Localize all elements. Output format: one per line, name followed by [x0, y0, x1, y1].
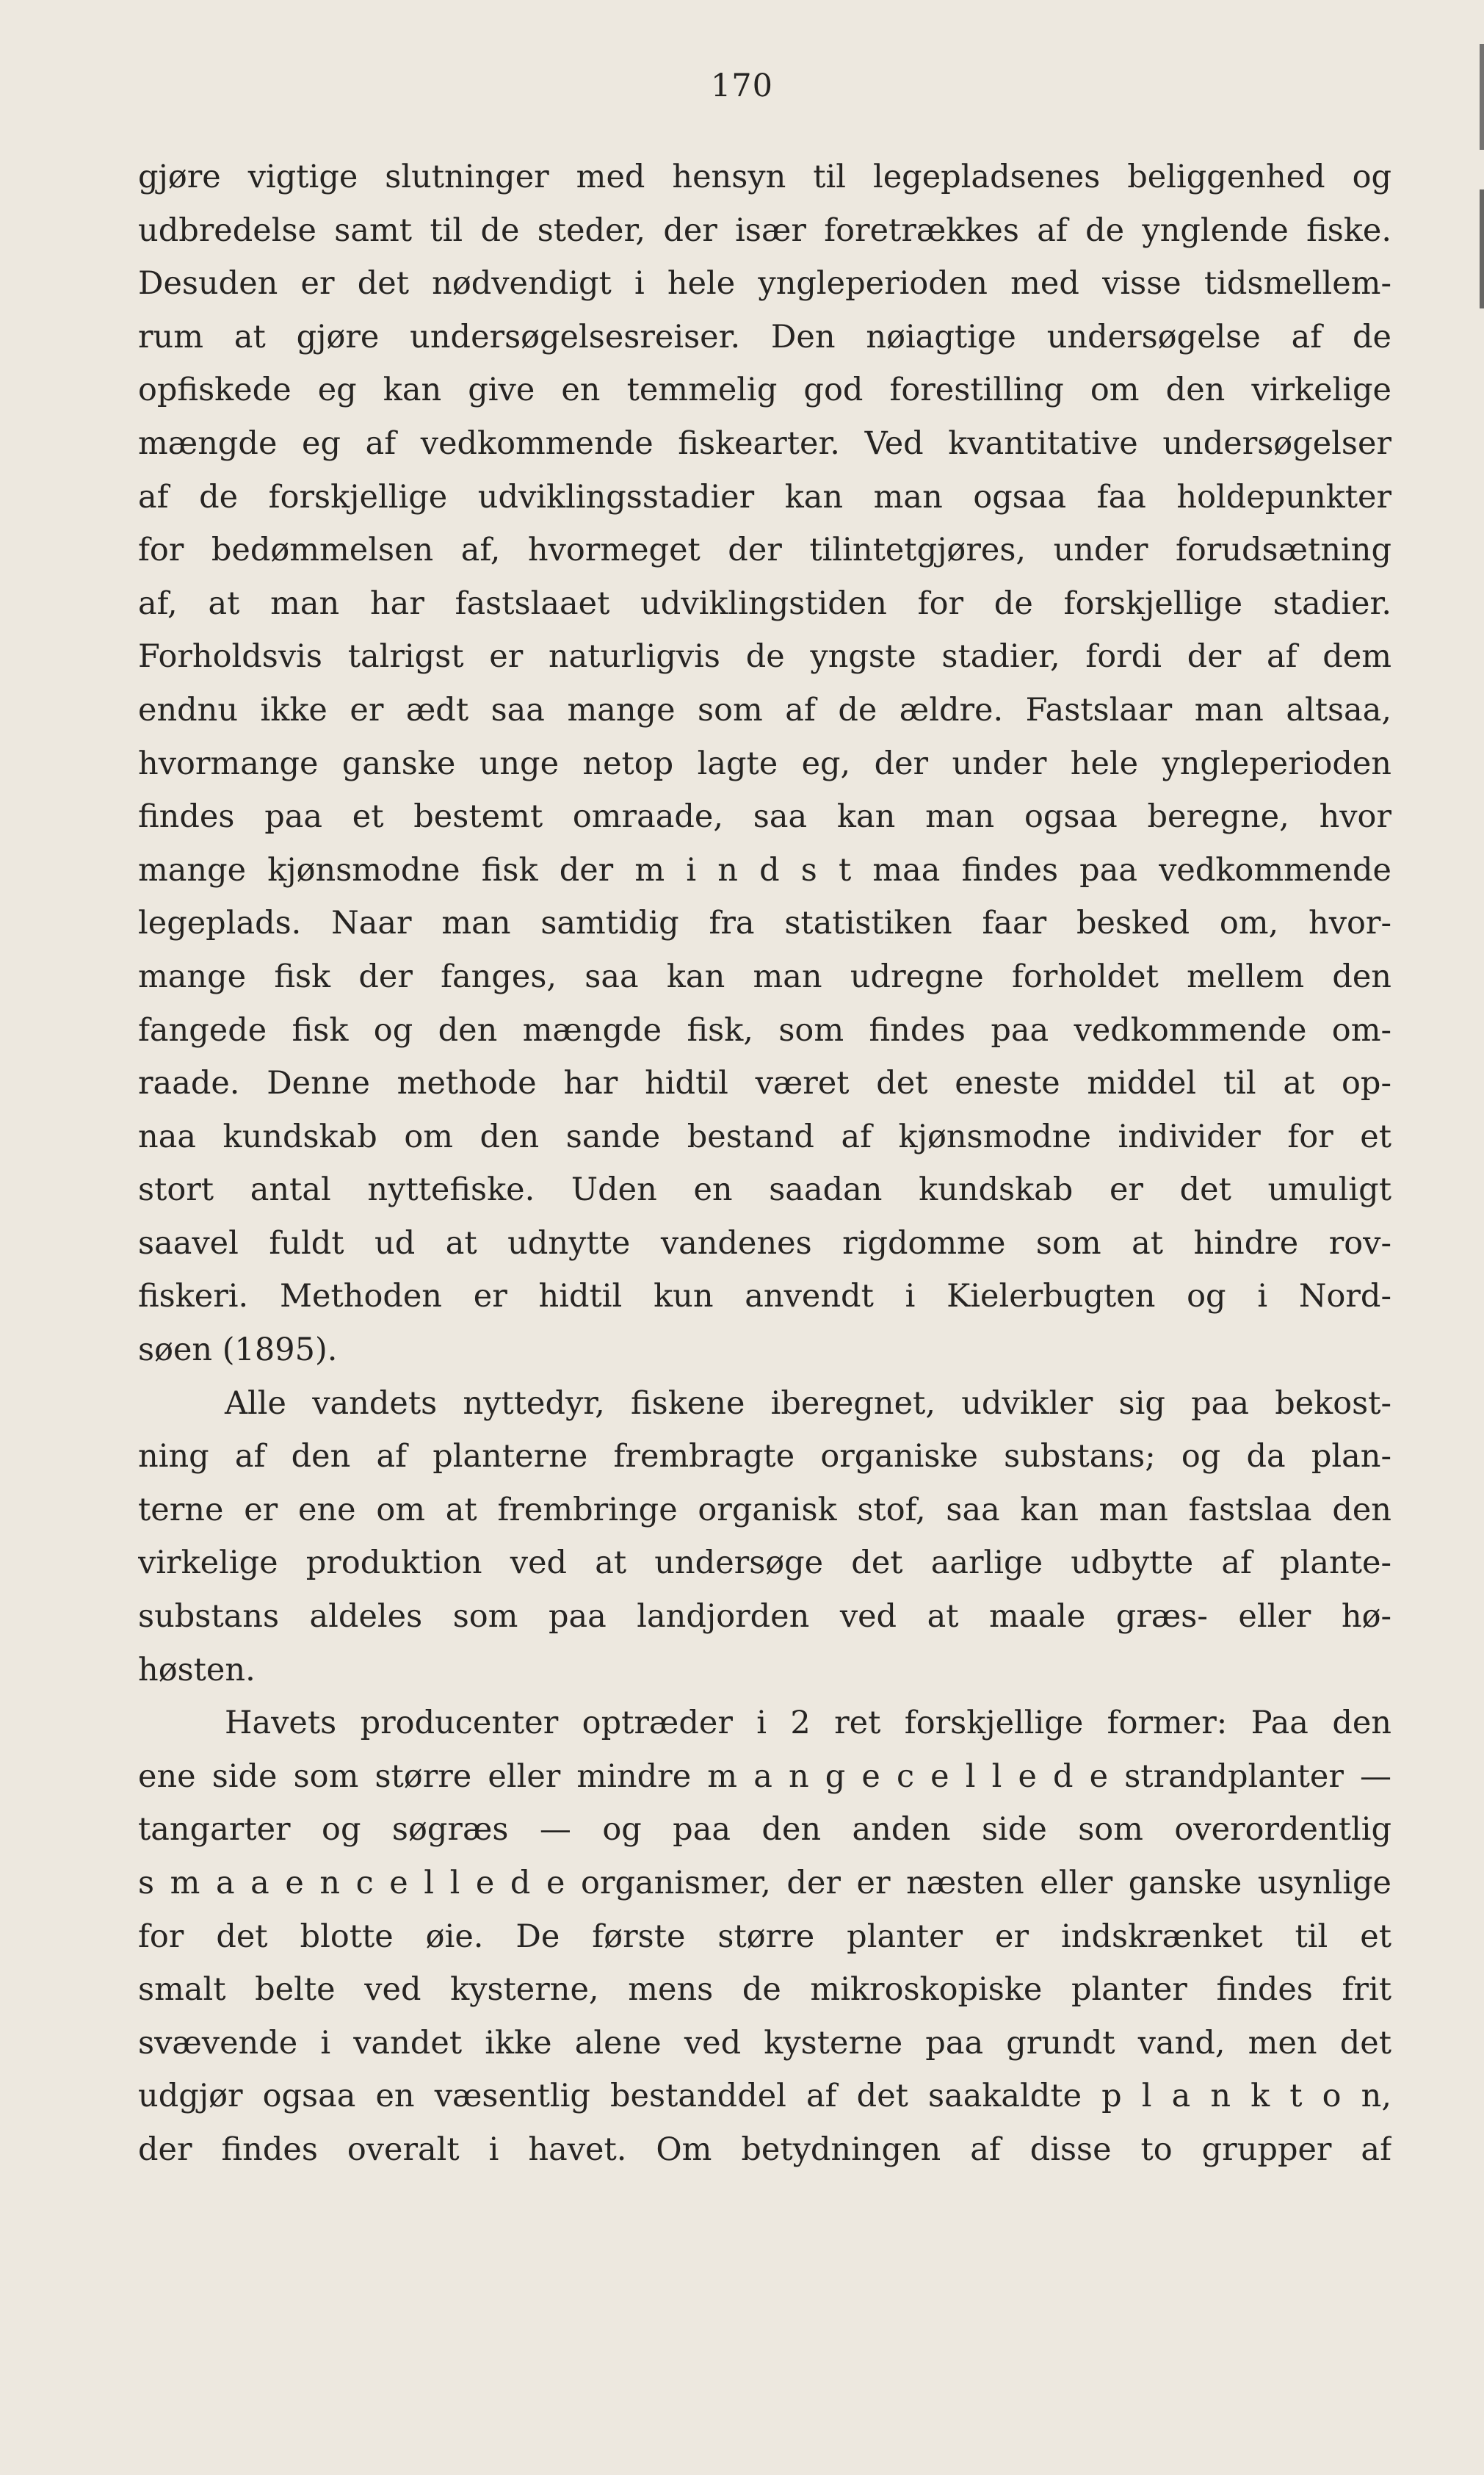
text-line: udbredelse samt til de steder, der især foretrækkes af de ynglende fiske.: [138, 212, 1391, 249]
text-line: legeplads. Naar man samtidig fra statistiken faar besked om, hvor-: [138, 905, 1391, 942]
paragraph-end-line: høsten.: [138, 1651, 256, 1688]
text-line: findes paa et bestemt omraade, saa kan man ogsaa beregne, hvor: [138, 798, 1391, 836]
text-line: saavel fuldt ud at udnytte vandenes rigdomme som at hindre rov-: [138, 1224, 1391, 1262]
text-line: terne er ene om at frembringe organisk stof, saa kan man fastslaa den: [138, 1491, 1391, 1528]
paragraph-start-line: Havets producenter optræder i 2 ret forskjellige former: Paa den: [225, 1705, 1391, 1742]
text-line: ene side som større eller mindre m a n g e c e l l e d e strandplanter —: [138, 1757, 1391, 1795]
text-line: mange fisk der fanges, saa kan man udregne forholdet mellem den: [138, 958, 1391, 995]
text-line: opfiskede eg kan give en temmelig god forestilling om den virkelige: [138, 372, 1391, 409]
text-line: mange kjønsmodne fisk der m i n d s t maa findes paa vedkommende: [138, 851, 1391, 889]
text-line: mængde eg af vedkommende fiskearter. Ved kvantitative undersøgelser: [138, 424, 1391, 462]
body-text: [138, 151, 1391, 2177]
text-line: hvormange ganske unge netop lagte eg, der under hele yngleperioden: [138, 745, 1391, 782]
page-number: 170: [710, 68, 774, 104]
text-line: Desuden er det nødvendigt i hele yngleperioden med visse tidsmellem-: [138, 265, 1391, 303]
text-line: der findes overalt i havet. Om betydningen af disse to grupper af: [138, 2131, 1391, 2168]
text-line: fangede fisk og den mængde fisk, som findes paa vedkommende om-: [138, 1011, 1391, 1049]
text-line: smalt belte ved kysterne, mens de mikroskopiske planter findes frit: [138, 1971, 1391, 2009]
paragraph-end-line: søen (1895).: [138, 1332, 338, 1369]
text-line: gjøre vigtige slutninger med hensyn til legepladsenes beliggenhed og: [138, 159, 1391, 195]
text-line: stort antal nyttefiske. Uden en saadan kundskab er det umuligt: [138, 1171, 1391, 1209]
text-line: raade. Denne methode har hidtil været det eneste middel til at op-: [138, 1065, 1391, 1102]
text-line: Forholdsvis talrigst er naturligvis de yngste stadier, fordi der af dem: [138, 638, 1391, 676]
text-line: virkelige produktion ved at undersøge det aarlige udbytte af plante-: [138, 1544, 1391, 1582]
text-line: udgjør ogsaa en væsentlig bestanddel af det saakaldte p l a n k t o n,: [138, 2078, 1391, 2115]
text-line: tangarter og søgræs — og paa den anden side som overordentlig: [138, 1811, 1391, 1849]
text-line: rum at gjøre undersøgelsesreiser. Den nøiagtige undersøgelse af de: [138, 318, 1391, 355]
text-line: endnu ikke er ædt saa mange som af de ældre. Fastslaar man altsaa,: [138, 691, 1391, 729]
text-line: s m a a e n c e l l e d e organismer, der er næsten eller ganske usynlige: [138, 1865, 1391, 1901]
text-line: fiskeri. Methoden er hidtil kun anvendt i Kielerbugten og i Nord-: [138, 1278, 1391, 1315]
text-line: naa kundskab om den sande bestand af kjønsmodne individer for et: [138, 1118, 1391, 1155]
text-line: svævende i vandet ikke alene ved kysterne paa grundt vand, men det: [138, 2024, 1391, 2062]
text-line: af de forskjellige udviklingsstadier kan man ogsaa faa holdepunkter: [138, 478, 1391, 516]
text-line: af, at man har fastslaaet udviklingstiden for de forskjellige stadier.: [138, 585, 1391, 622]
text-line: for det blotte øie. De første større planter er indskrænket til et: [138, 1918, 1391, 1955]
text-line: substans aldeles som paa landjorden ved at maale græs- eller hø-: [138, 1598, 1391, 1636]
text-line: for bedømmelsen af, hvormeget der tilintetgjøres, under forudsætning: [138, 532, 1391, 569]
page-edge-shadow: [1480, 44, 1484, 308]
paragraph-start-line: Alle vandets nyttedyr, fiskene iberegnet, udvikler sig paa bekost-: [225, 1384, 1391, 1422]
text-line: ning af den af planterne frembragte organiske substans; og da plan-: [138, 1438, 1391, 1475]
